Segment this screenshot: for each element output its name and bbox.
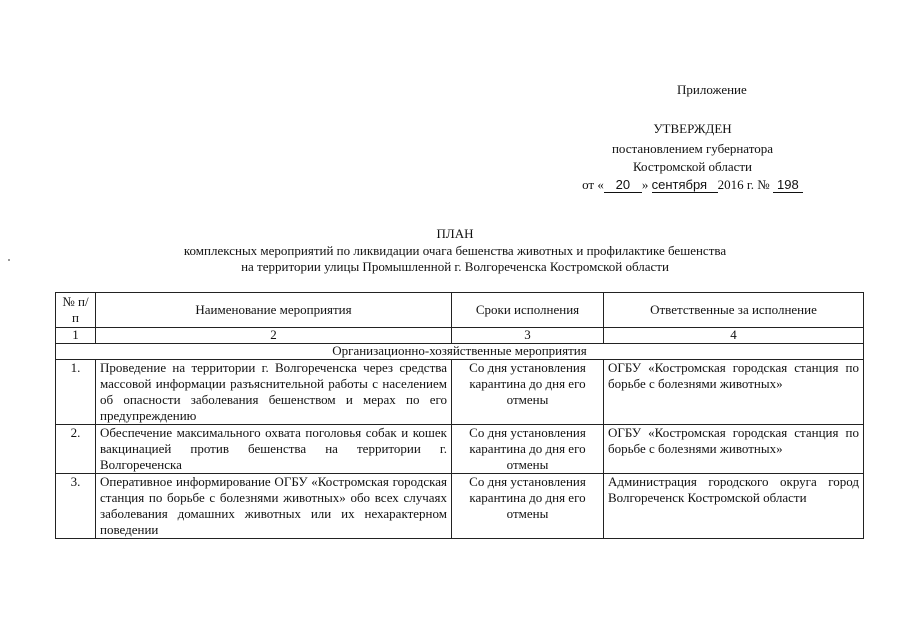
column-number-row	[56, 328, 864, 344]
date-mid: »	[641, 177, 649, 192]
table-row	[56, 425, 864, 474]
col-number-2: 2	[96, 328, 452, 344]
table-row	[56, 474, 864, 539]
row-number: 3.	[56, 474, 96, 539]
row-activity: Проведение на территории г. Волгореченска через средства массовой информации разъяснительной работы с населением об опасности заболевания бешенством и мерах по его предупреждению	[96, 360, 452, 425]
row-responsible: ОГБУ «Костромская городская станция по борьбе с болезнями животных»	[604, 360, 864, 425]
section-row	[56, 344, 864, 360]
row-responsible: Администрация городского округа город Волгореченск Костромской области	[604, 474, 864, 539]
row-activity: Обеспечение максимального охвата поголовья собак и кошек вакцинацией против бешенства на территории г. Волгореченска	[96, 425, 452, 474]
row-number: 2.	[56, 425, 96, 474]
col-header-name: Наименование мероприятия	[96, 293, 452, 328]
col-header-responsible: Ответственные за исполнение	[604, 293, 864, 328]
row-term: Со дня установления карантина до дня его отмены	[452, 425, 604, 474]
scan-speck	[8, 259, 10, 261]
date-year-text: 2016 г. №	[717, 177, 770, 192]
approval-status: УТВЕРЖДЕН	[653, 121, 732, 136]
table-row	[56, 360, 864, 425]
col-number-1: 1	[56, 328, 96, 344]
attachment-label: Приложение	[677, 82, 747, 97]
plan-table	[55, 292, 864, 539]
row-responsible: ОГБУ «Костромская городская станция по борьбе с болезнями животных»	[604, 425, 864, 474]
date-month-field: сентября	[652, 177, 718, 193]
section-title: Организационно-хозяйственные мероприятия	[56, 344, 864, 360]
date-day-field: 20	[604, 177, 642, 193]
row-term: Со дня установления карантина до дня его отмены	[452, 360, 604, 425]
decree-number-field: 198	[773, 177, 803, 193]
plan-subtitle-line-2: на территории улицы Промышленной г. Волгореченска Костромской области	[241, 259, 669, 274]
approval-by-line: постановлением губернатора	[611, 141, 774, 156]
col-number-4: 4	[604, 328, 864, 344]
row-activity: Оперативное информирование ОГБУ «Костромская городская станция по борьбе с болезнями животных» обо всех случаях заболевания домашних животных или их нехарактерном поведении	[96, 474, 452, 539]
approval-region: Костромской области	[632, 159, 753, 174]
row-term: Со дня установления карантина до дня его отмены	[452, 474, 604, 539]
document-heading	[40, 226, 870, 275]
table-header-row	[56, 293, 864, 328]
col-header-term: Сроки исполнения	[452, 293, 604, 328]
col-number-3: 3	[452, 328, 604, 344]
col-header-number: № п/п	[56, 293, 96, 328]
approval-block	[560, 120, 825, 194]
row-number: 1.	[56, 360, 96, 425]
approval-date-line	[560, 176, 825, 194]
plan-title: ПЛАН	[436, 226, 474, 241]
date-prefix: от «	[582, 177, 604, 192]
plan-subtitle-line-1: комплексных мероприятий по ликвидации очага бешенства животных и профилактике бешенства	[183, 243, 727, 258]
